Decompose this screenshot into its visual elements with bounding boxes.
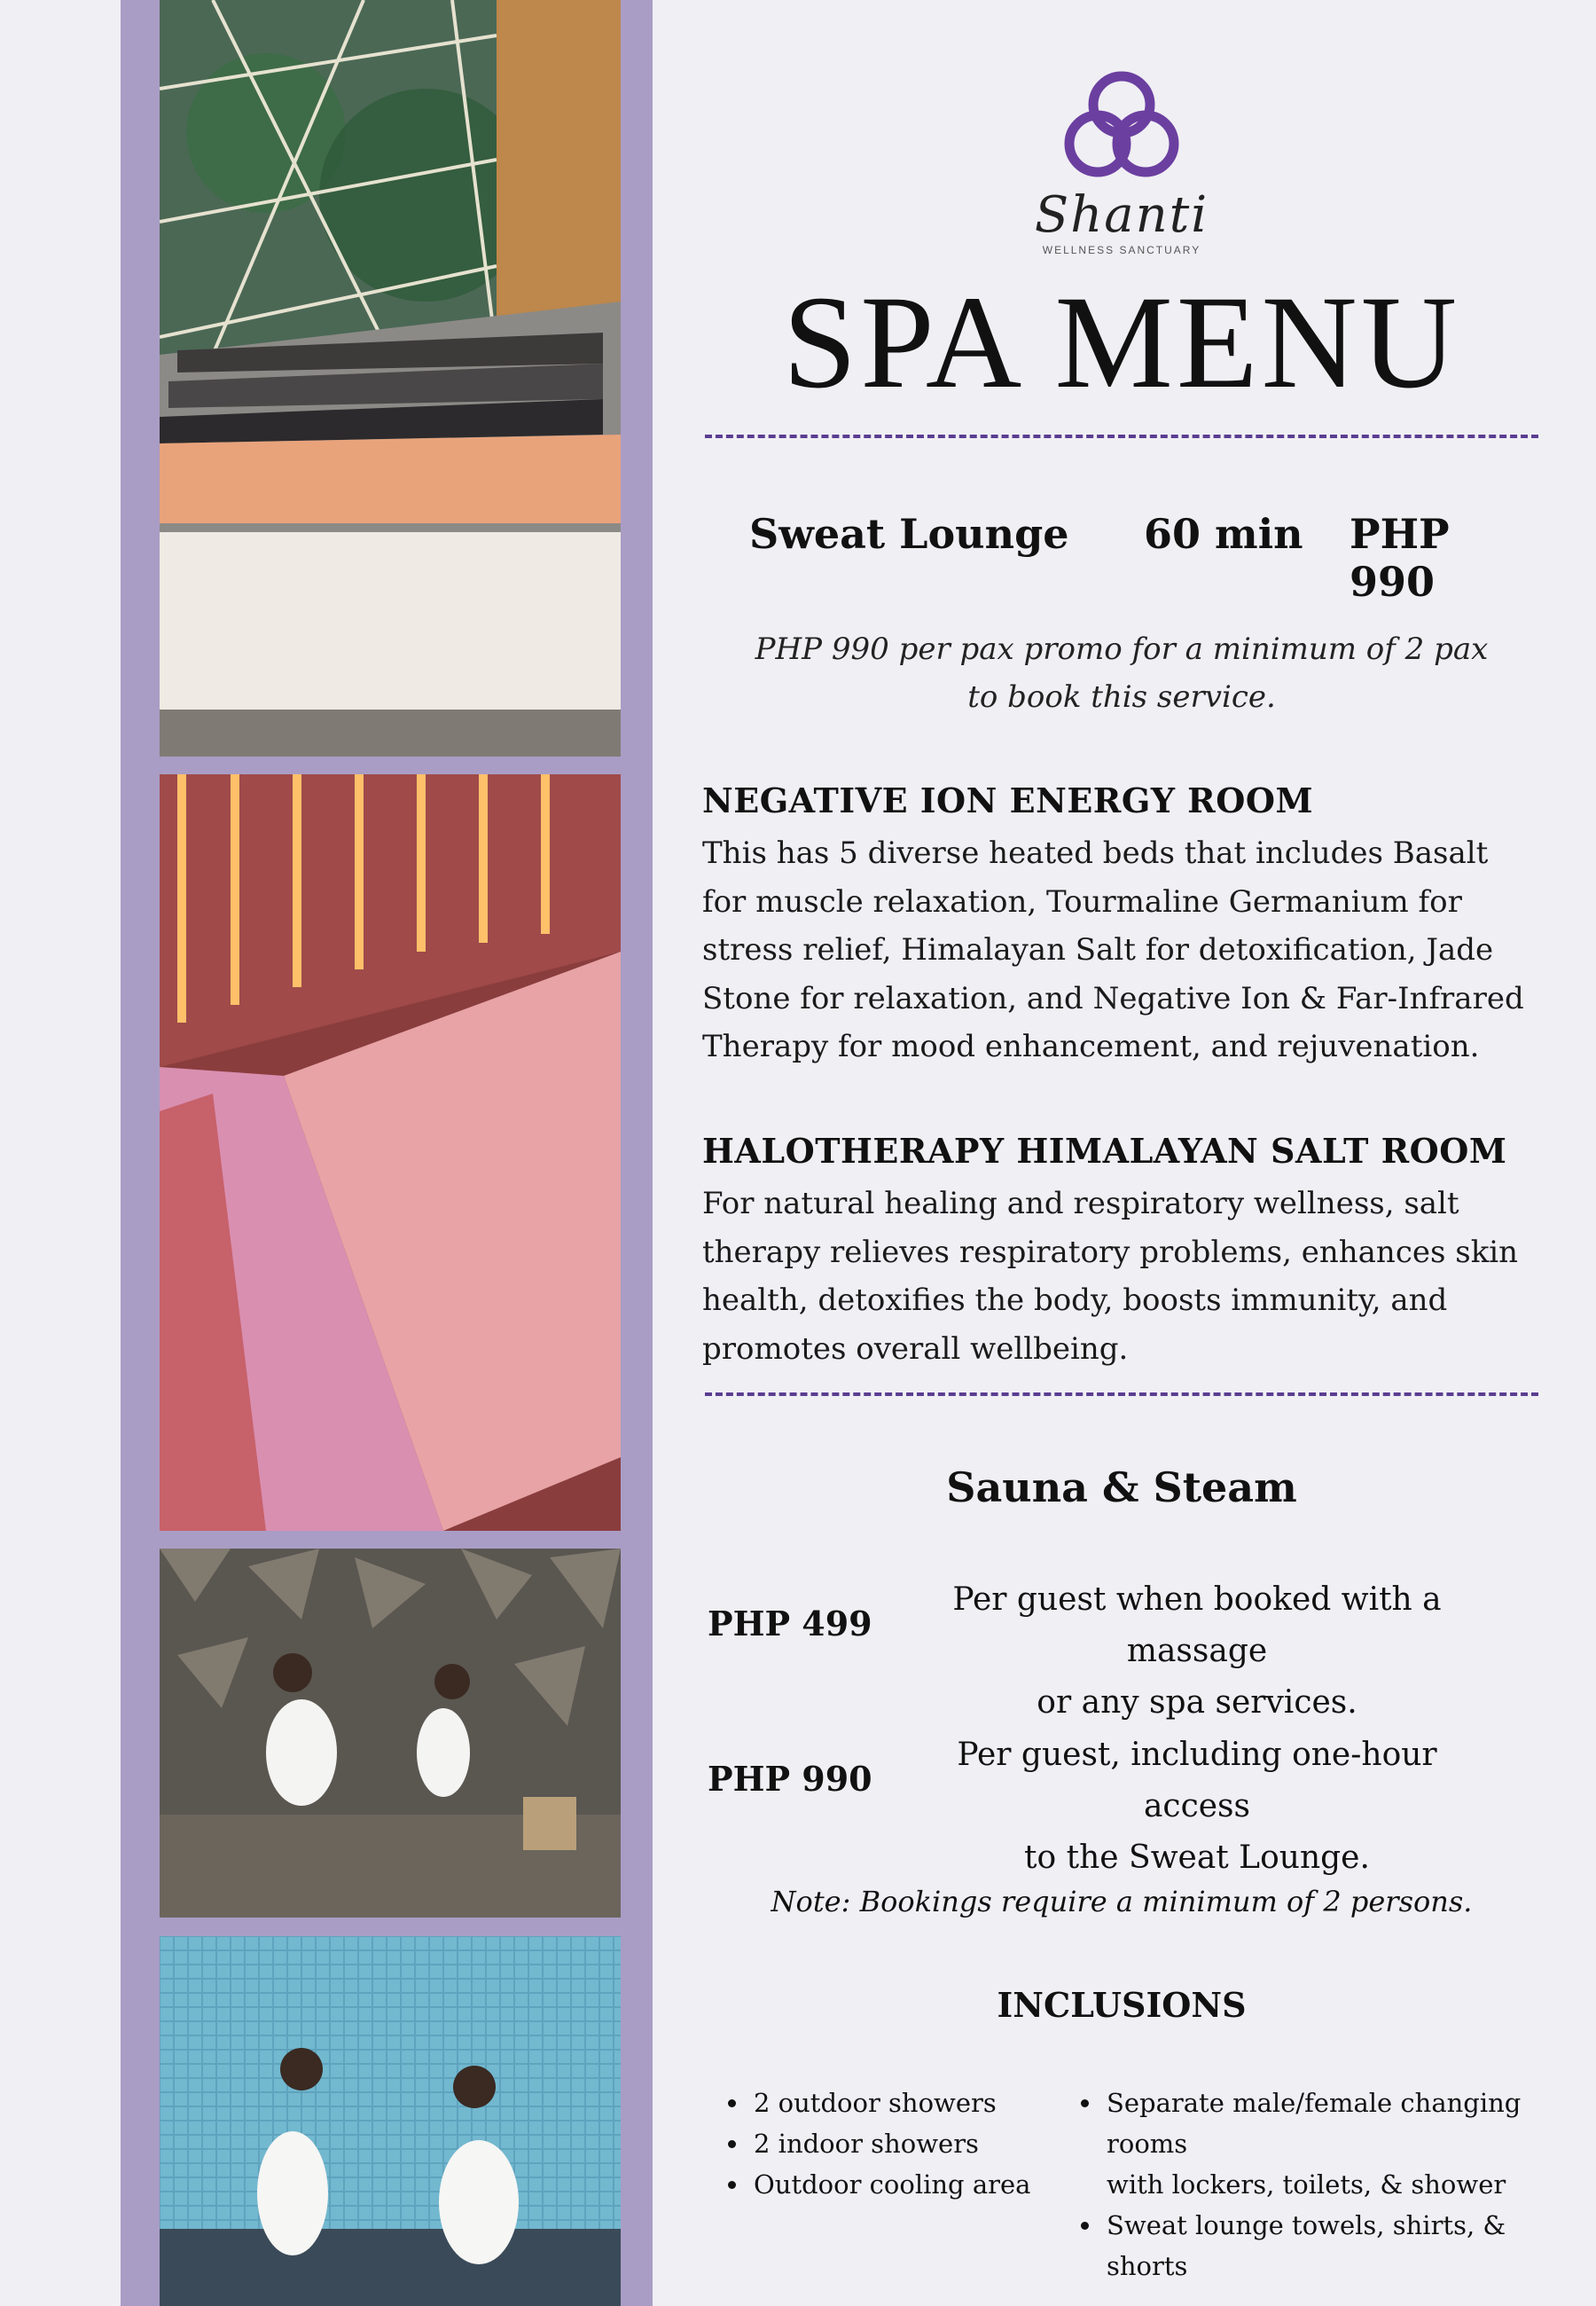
sauna-price-1: PHP 499 [708,1604,872,1643]
list-item [1103,2082,1582,2205]
sauna-description-1 [904,1574,1490,1729]
sweat-lounge-duration: 60 min [1144,510,1303,558]
page-title: SPA MENU [782,269,1461,416]
halotherapy-description: For natural healing and respiratory wellness, salt therapy relieves respiratory problems, enhances skin health, detoxifies the body, boosts immunity, and promotes overall wellbeing. [702,1186,1519,1367]
sauna-steam-title: Sauna & Steam [946,1463,1297,1511]
list-item: • Sweat lounge towels, shirts, & shorts [1103,2205,1582,2286]
list-item: • Outdoor cooling area [750,2164,1069,2205]
photo-steam-room [160,1936,621,2306]
list-item: • 2 indoor showers [750,2123,1069,2164]
inclusions-title: INCLUSIONS [997,1985,1247,2025]
promo-line-1: PHP 990 per pax promo for a minimum of 2 pax [755,631,1489,667]
list-item-line: Separate male/female changing rooms [1107,2088,1522,2159]
brand-name: Shanti [1034,186,1209,244]
divider-top [705,435,1538,438]
negative-ion-title: NEGATIVE ION ENERGY ROOM [702,780,1314,820]
booking-note: Note: Bookings require a minimum of 2 persons. [771,1885,1473,1918]
photo-sauna [160,1549,621,1918]
halotherapy-title: HALOTHERAPY HIMALAYAN SALT ROOM [702,1131,1507,1171]
photo-salt-room [160,774,621,1531]
divider-middle [705,1392,1538,1396]
sweat-lounge-row [700,510,1543,606]
list-item-line: with lockers, toilets, & shower [1107,2169,1506,2200]
shanti-logo [700,62,1543,190]
list-item: • 2 outdoor showers [750,2082,1069,2123]
photo-sweat-lounge-beds [160,0,621,757]
promo-line-2: to book this service. [967,679,1276,715]
inclusions-list-right [1062,2082,1582,2286]
sweat-lounge-price: PHP 990 [1350,510,1450,606]
negative-ion-description: This has 5 diverse heated beds that includes Basalt for muscle relaxation, Tourmaline Germanium for stress relief, Himalayan Salt for detoxification, Jade Stone for relaxation, and Negative Ion & Far-Infrared Therapy for mood enhancement, and rejuvenation. [702,835,1524,1064]
trefoil-logo-icon [1055,62,1188,186]
sauna-price-2: PHP 990 [708,1759,872,1799]
inclusions-list-left [709,2082,1069,2205]
sauna-description-2-line-1: Per guest, including one-hour access [957,1737,1437,1824]
sauna-description-1-line-2: or any spa services. [1037,1684,1357,1721]
sweat-lounge-promo [700,625,1543,721]
brand-tagline: WELLNESS SANCTUARY [1042,244,1201,256]
sweat-lounge-name: Sweat Lounge [749,510,1069,558]
sauna-description-2-line-2: to the Sweat Lounge. [1024,1839,1370,1876]
sauna-description-1-line-1: Per guest when booked with a massage [952,1581,1442,1669]
sauna-description-2 [904,1730,1490,1884]
menu-content [700,0,1543,2306]
